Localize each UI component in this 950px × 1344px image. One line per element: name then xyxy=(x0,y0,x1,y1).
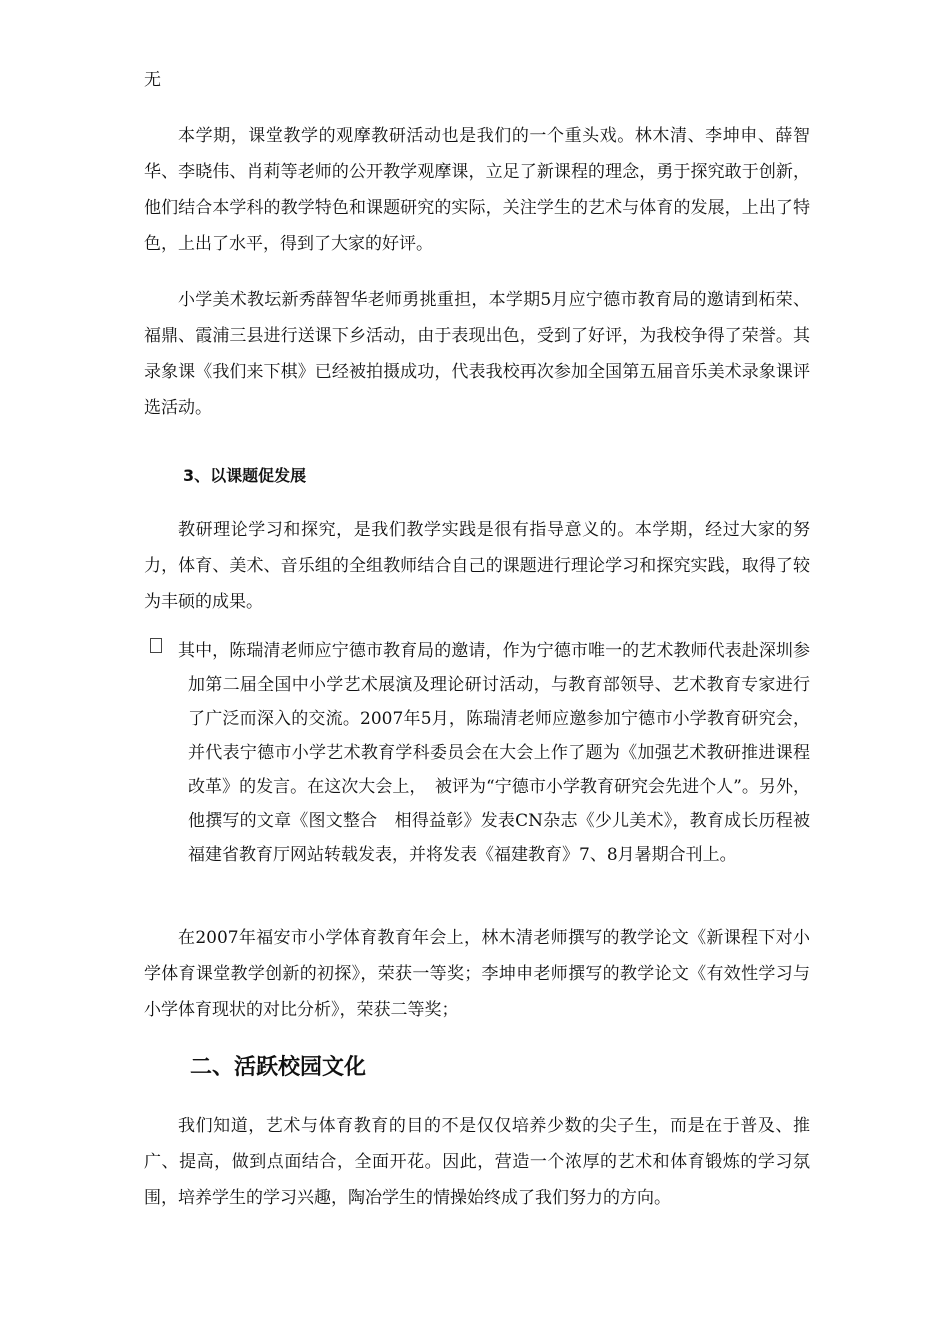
paragraph-xue-zhihua: 小学美术教坛新秀薛智华老师勇挑重担，本学期5月应宁德市教育局的邀请到柘荣、福鼎、霞浦三县进行送课下乡活动，由于表现出色，受到了好评，为我校争得了荣誉。其录象课《我们来下棋》已经被拍摄成功，代表我校再次参加全国第五届音乐美术录象课评选活动。 xyxy=(144,290,810,418)
subheading-research-development: 3、以课题促发展 xyxy=(183,466,307,485)
page-header-label: 无 xyxy=(144,70,161,90)
paragraph-research-theory: 教研理论学习和探究，是我们教学实践是很有指导意义的。本学期，经过大家的努力，体育、美术、音乐组的全组教师结合自己的课题进行理论学习和探究实践，取得了较为丰硕的成果。 xyxy=(144,520,810,612)
paragraph-pe-papers: 在2007年福安市小学体育教育年会上，林木清老师撰写的教学论文《新课程下对小学体育课堂教学创新的初探》，荣获一等奖；李坤申老师撰写的教学论文《有效性学习与小学体育现状的对比分析》，荣获二等奖； xyxy=(144,928,810,1020)
bullet-square-icon xyxy=(150,638,162,653)
section-title-campus-culture: 二、活跃校园文化 xyxy=(190,1055,367,1080)
paragraph-observation-lessons: 本学期，课堂教学的观摩教研活动也是我们的一个重头戏。林木清、李坤申、薛智华、李晓伟、肖莉等老师的公开教学观摩课，立足了新课程的理念，勇于探究敢于创新，他们结合本学科的教学特色和课题研究的实际，关注学生的艺术与体育的发展，上出了特色，上出了水平，得到了大家的好评。 xyxy=(144,126,810,254)
bullet-text: 其中，陈瑞清老师应宁德市教育局的邀请，作为宁德市唯一的艺术教师代表赴深圳参加第二届全国中小学艺术展演及理论研讨活动，与教育部领导、艺术教育专家进行了广泛而深入的交流。2007年5月，陈瑞清老师应邀参加宁德市小学教育研究会，并代表宁德市小学艺术教育学科委员会在大会上作了题为《加强艺术教研推进课程改革》的发言。在这次大会上， 被评为“宁德市小学教育研究会先进个人”。另外，他撰写的文章《图文整合 相得益彰》发表CN杂志《少儿美术》，教育成长历程被福建省教育厅网站转载发表，并将发表《福建教育》7、8月暑期合刊上。 xyxy=(178,641,810,865)
paragraph-campus-culture: 我们知道，艺术与体育教育的目的不是仅仅培养少数的尖子生，而是在于普及、推广、提高，做到点面结合，全面开花。因此，营造一个浓厚的艺术和体育锻炼的学习氛围，培养学生的学习兴趣，陶冶学生的情操始终成了我们努力的方向。 xyxy=(144,1116,810,1208)
